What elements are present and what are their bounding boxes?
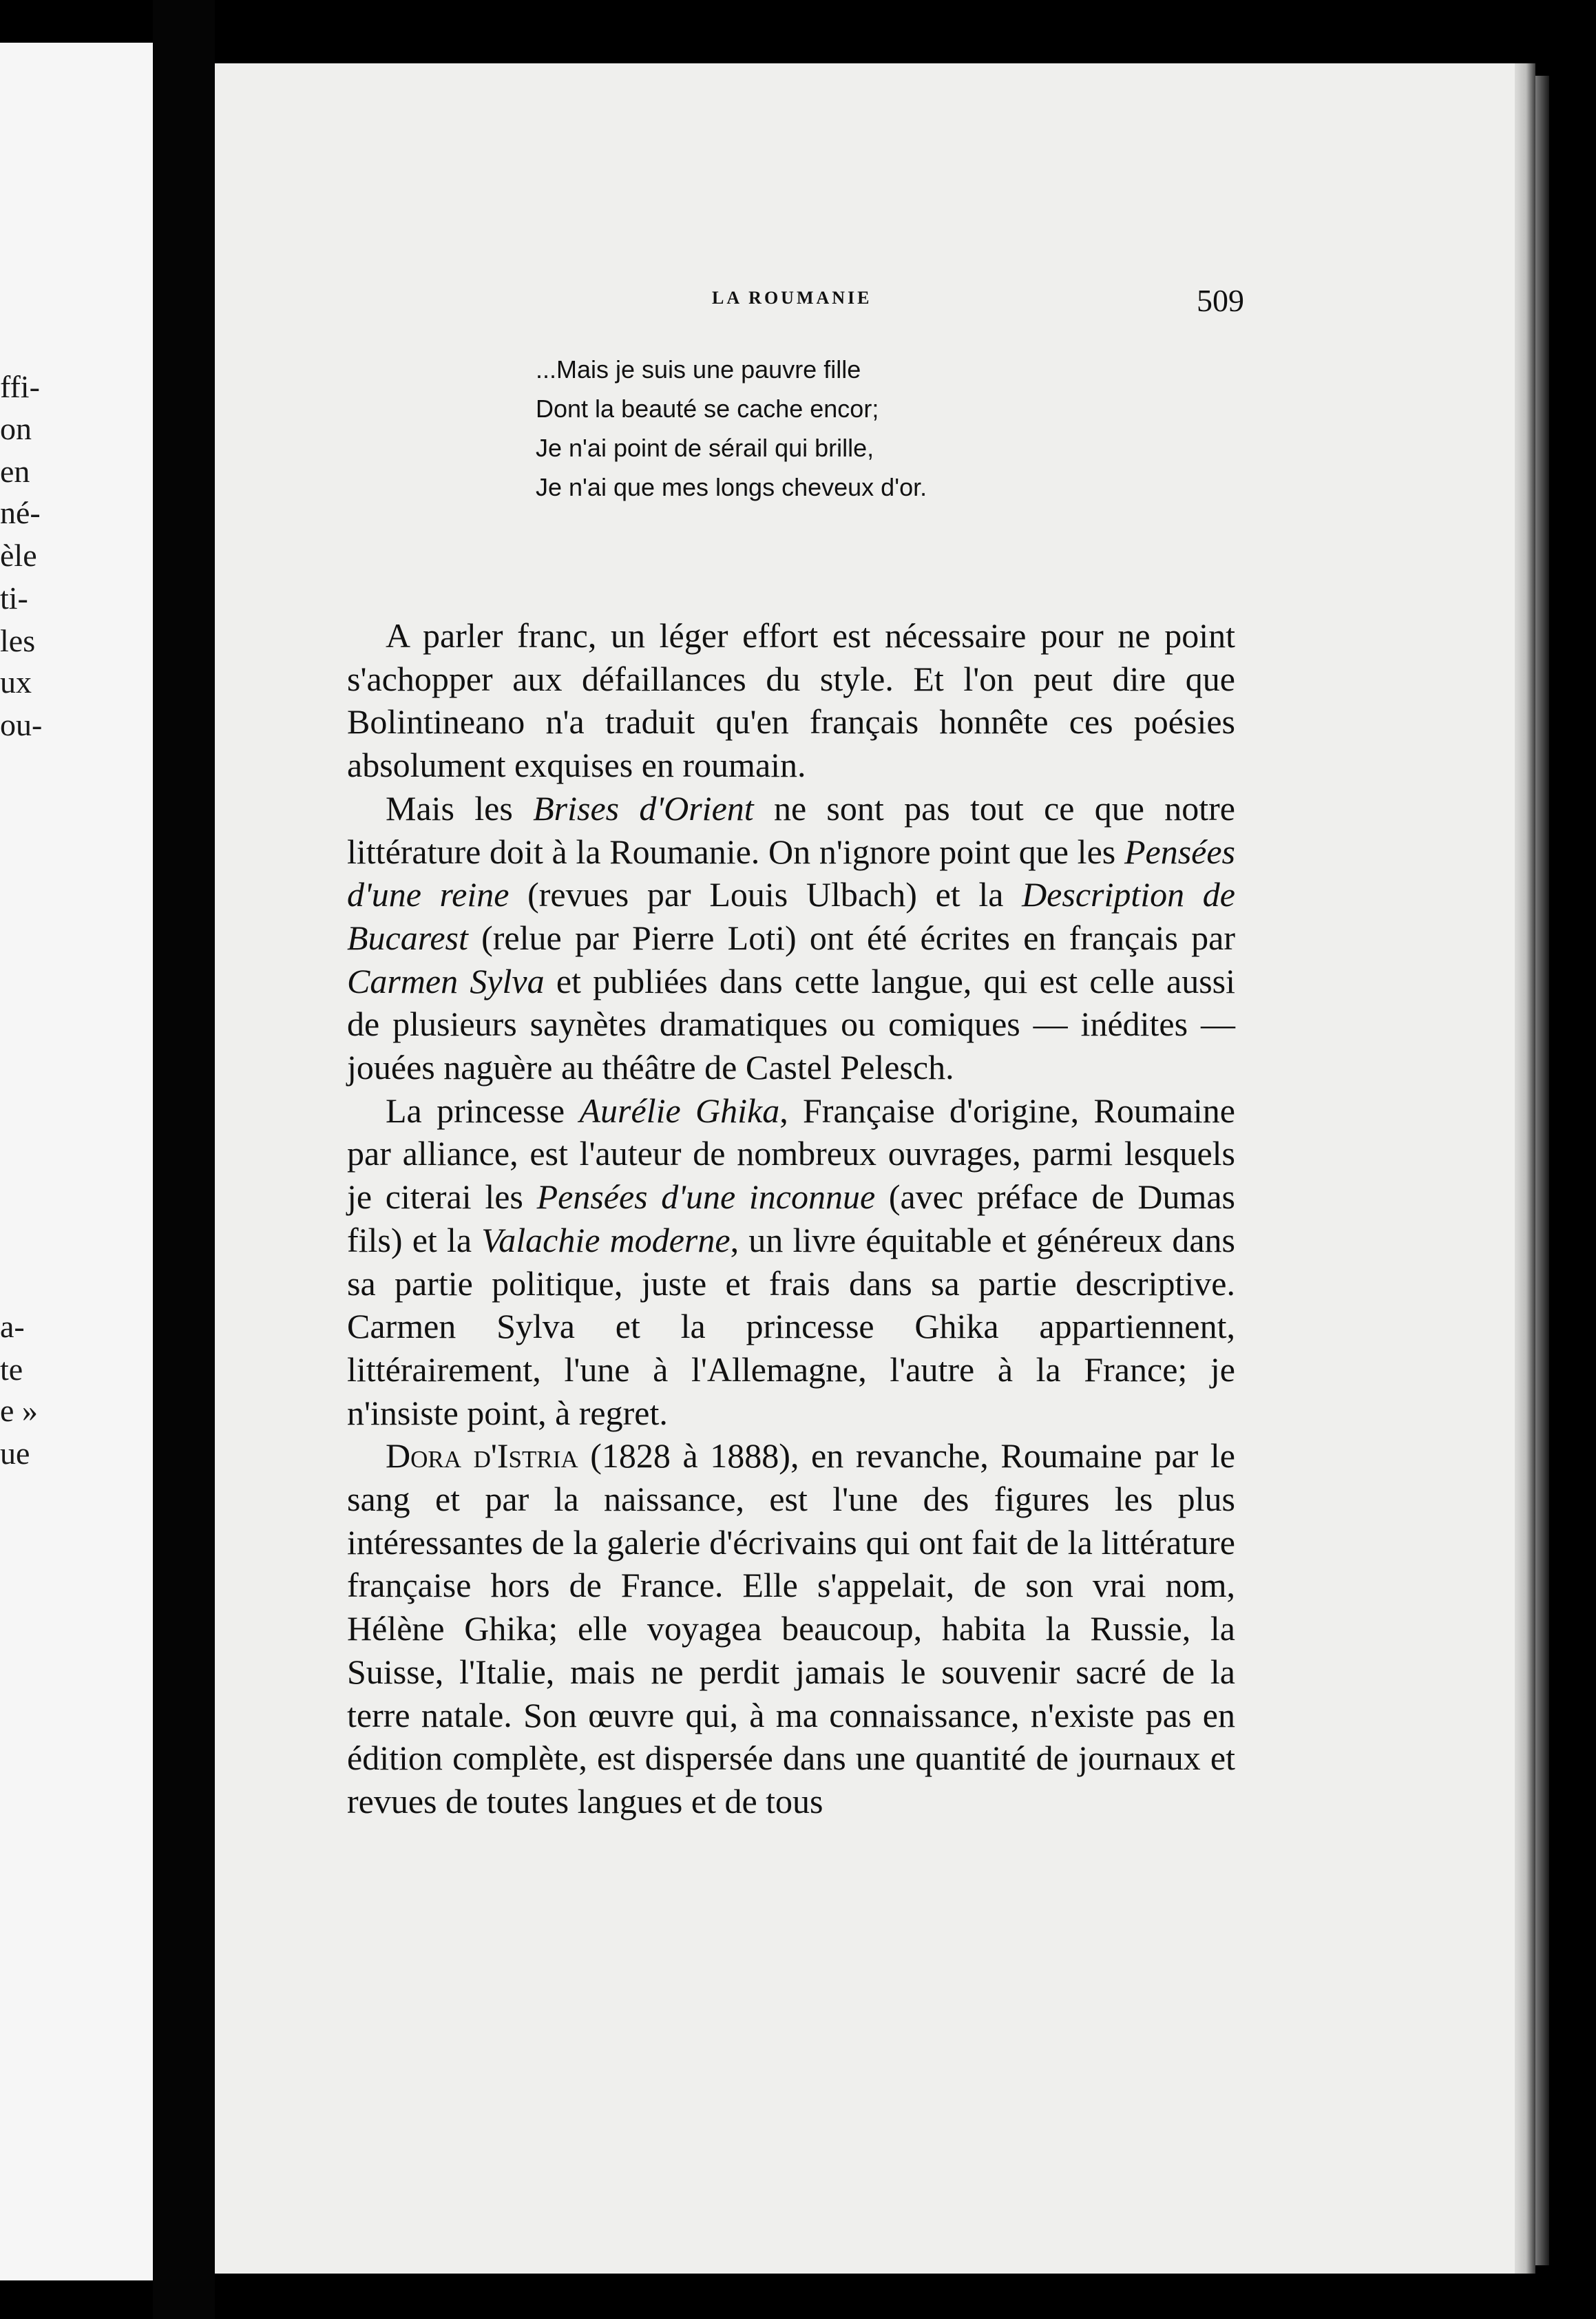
verse-line: Je n'ai point de sérail qui brille, xyxy=(536,434,874,462)
text-run: Mais les xyxy=(386,788,534,828)
left-page-text: les xyxy=(0,623,36,658)
left-page-text: ffi- xyxy=(0,369,40,404)
left-page-text: en xyxy=(0,454,30,489)
left-page-text: ux xyxy=(0,664,32,700)
text-run: (revues par Louis Ulbach) et la xyxy=(509,875,1022,914)
verse-line: ...Mais je suis une pauvre fille xyxy=(536,355,861,384)
paragraph-4 xyxy=(347,1434,1235,1823)
page-number: 509 xyxy=(1197,283,1244,318)
left-page-text: on xyxy=(0,411,32,446)
verse-line: Dont la beauté se cache encor; xyxy=(536,395,879,423)
book-title: Description de Bucarest xyxy=(347,875,1235,957)
text-run: , un livre équitable et généreux dans sa partie politique, juste et frais dans sa partie descriptive. Carmen Sylva et la princesse Ghika appartiennent, littérairement, l'une à l'Allemagne, l'autre à la France; je n'insiste point, à regret. xyxy=(347,1220,1236,1432)
left-page-text: ou- xyxy=(0,707,43,742)
left-page-text: te xyxy=(0,1352,23,1387)
text-run: (relue par Pierre Loti) ont été écrites en français par xyxy=(468,918,1235,957)
book-title: Pensées d'une reine xyxy=(347,832,1235,914)
verse-quote xyxy=(536,350,1155,507)
text-run: La princesse xyxy=(386,1091,580,1130)
text-run: (avec préface de Dumas fils) et la xyxy=(347,1177,1236,1259)
left-page-text: a- xyxy=(0,1309,25,1344)
running-title: LA ROUMANIE xyxy=(712,288,872,308)
author-name: Carmen Sylva xyxy=(347,961,545,1000)
text-run: (1828 à 1888), en revanche, Roumaine par le sang et par la naissance, est l'une des figures les plus intéressantes de la galerie d'écrivains qui ont fait de la littérature française hors de France. Elle s'appelait, de son vrai nom, Hélène Ghika; elle voyagea beaucoup, habita la Russie, la Suisse, l'Italie, mais ne perdit jamais le souvenir sacré de la terre natale. Son œuvre qui, à ma connaissance, n'existe pas en édition complète, est dispersée dans une quantité de journaux et revues de toutes langues et de tous xyxy=(347,1436,1235,1820)
left-page-text: èle xyxy=(0,538,37,573)
page-edge-shadow xyxy=(1535,76,1549,2265)
left-page-text: e » xyxy=(0,1393,38,1428)
verse-line: Je n'ai que mes longs cheveux d'or. xyxy=(536,473,927,501)
running-header xyxy=(215,282,1515,324)
left-page-text: ti- xyxy=(0,580,28,616)
left-page-fragment xyxy=(0,43,153,2280)
book-title: Brises d'Orient xyxy=(533,788,754,828)
author-name: Dora d'Istria xyxy=(386,1436,578,1476)
paragraph-2 xyxy=(347,787,1235,1089)
book-page xyxy=(215,63,1515,2274)
book-title: Pensées d'une inconnue xyxy=(536,1177,876,1217)
body-text xyxy=(347,614,1235,1823)
page-edge xyxy=(1515,63,1535,2274)
book-gutter xyxy=(153,0,215,2319)
text-run: et publiées dans cette langue, qui est celle aussi de plusieurs saynètes dramatiques ou comiques — inédites — jouées naguère au théâtre de Castel Pelesch. xyxy=(347,961,1235,1087)
author-name: Aurélie Ghika xyxy=(579,1091,780,1130)
paragraph-1: A parler franc, un léger effort est nécessaire pour ne point s'achopper aux défaillances du style. Et l'on peut dire que Bolintineano n'a traduit qu'en français honnête ces poésies absolument exquises en roumain. xyxy=(347,616,1235,785)
left-page-text: né- xyxy=(0,495,41,530)
text-run: , Française d'origine, Roumaine par alliance, est l'auteur de nombreux ouvrages, parmi lesquels je citerai les xyxy=(347,1091,1235,1217)
paragraph-3 xyxy=(347,1089,1235,1435)
book-title: Valachie moderne xyxy=(481,1220,731,1259)
text-run: ne sont pas tout ce que notre littérature doit à la Roumanie. On n'ignore point que les xyxy=(347,788,1235,871)
left-page-text: ue xyxy=(0,1436,30,1471)
